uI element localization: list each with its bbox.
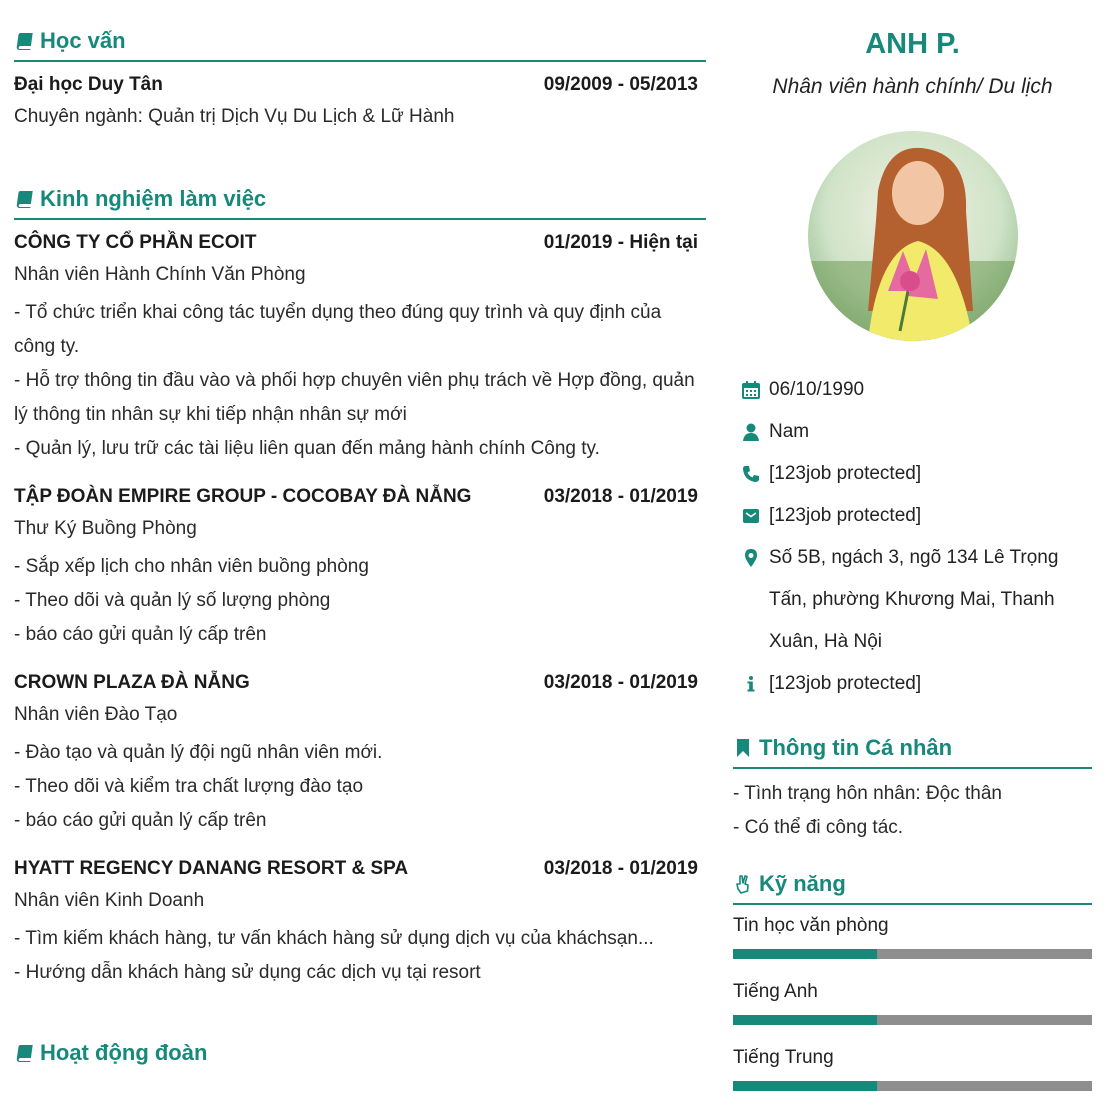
duty-line: - Theo dõi và quản lý số lượng phòng xyxy=(14,590,331,611)
contact-text: [123job protected] xyxy=(769,463,922,484)
skill-bar-fill xyxy=(733,1015,877,1025)
experience-position: Thư Ký Buồng Phòng xyxy=(14,518,197,539)
phone-icon xyxy=(733,453,769,484)
book-icon xyxy=(14,1043,34,1063)
contact-text: [123job protected] xyxy=(769,505,922,526)
skill-item xyxy=(733,981,1092,1025)
education-item xyxy=(14,74,706,134)
skill-bar-fill xyxy=(733,1081,877,1091)
duty-line: - Hỗ trợ thông tin đầu vào và phối hợp chuyên viên phụ trách về Hợp đồng, quản lý thông tin nhân sự khi tiếp nhận nhân sự mới xyxy=(14,370,695,425)
skill-bar xyxy=(733,1015,1092,1025)
info-icon xyxy=(733,663,769,694)
experience-item xyxy=(14,858,706,990)
skill-bar xyxy=(733,1081,1092,1091)
experience-item xyxy=(14,672,706,838)
experience-item xyxy=(14,486,706,652)
avatar-photo xyxy=(808,131,1018,341)
personal-item: - Tình trạng hôn nhân: Độc thân xyxy=(733,783,1002,804)
personal-heading-label: Thông tin Cá nhân xyxy=(759,735,953,760)
company-name: CROWN PLAZA ĐÀ NẴNG xyxy=(14,672,250,693)
skills-heading-label: Kỹ năng xyxy=(759,871,846,896)
education-heading xyxy=(14,28,706,62)
experience-position: Nhân viên Kinh Doanh xyxy=(14,890,205,911)
skill-bar-fill xyxy=(733,949,877,959)
experience-date: 03/2018 - 01/2019 xyxy=(543,486,698,507)
school-name: Đại học Duy Tân xyxy=(14,74,163,95)
company-name: TẬP ĐOÀN EMPIRE GROUP - COCOBAY ĐÀ NẴNG xyxy=(14,486,472,507)
contact-text: Nam xyxy=(769,421,810,442)
duty-line: - báo cáo gửi quản lý cấp trên xyxy=(14,624,267,645)
peace-hand-icon xyxy=(733,874,753,894)
right-column xyxy=(733,0,1092,1091)
personal-item: - Có thể đi công tác. xyxy=(733,817,904,838)
envelope-icon xyxy=(733,495,769,526)
duty-line: - Tổ chức triển khai công tác tuyển dụng theo đúng quy trình và quy định của công ty. xyxy=(14,302,662,357)
company-name: CÔNG TY CỔ PHẦN ECOIT xyxy=(14,232,257,253)
duty-line: - Quản lý, lưu trữ các tài liệu liên quan đến mảng hành chính Công ty. xyxy=(14,438,600,459)
skill-label: Tin học văn phòng xyxy=(733,915,889,936)
company-name: HYATT REGENCY DANANG RESORT & SPA xyxy=(14,858,409,879)
experience-heading-label: Kinh nghiệm làm việc xyxy=(40,186,267,211)
book-icon xyxy=(14,31,34,51)
experience-row xyxy=(14,486,706,508)
book-icon xyxy=(14,189,34,209)
contact-text: 06/10/1990 xyxy=(769,379,865,400)
candidate-job-title: Nhân viên hành chính/ Du lịch xyxy=(772,75,1053,98)
duty-line: - Theo dõi và kiểm tra chất lượng đào tạo xyxy=(14,776,364,797)
skill-bar xyxy=(733,949,1092,959)
education-heading-label: Học vấn xyxy=(40,28,126,53)
experience-date: 03/2018 - 01/2019 xyxy=(543,672,698,693)
skill-item xyxy=(733,915,1092,959)
calendar-icon xyxy=(733,369,769,400)
skill-label: Tiếng Anh xyxy=(733,981,818,1002)
duty-line: - Sắp xếp lịch cho nhân viên buồng phòng xyxy=(14,556,369,577)
skills-heading xyxy=(733,871,1092,905)
map-marker-icon xyxy=(733,537,769,568)
contact-phone xyxy=(733,453,1092,495)
experience-row xyxy=(14,232,706,254)
experience-position: Nhân viên Hành Chính Văn Phòng xyxy=(14,264,306,285)
experience-row xyxy=(14,858,706,880)
left-column xyxy=(14,0,706,1072)
contact-birthdate xyxy=(733,369,1092,411)
contact-info xyxy=(733,663,1092,705)
experience-item xyxy=(14,232,706,466)
experience-row xyxy=(14,672,706,694)
skill-item xyxy=(733,1047,1092,1091)
activities-heading-label: Hoạt động đoàn xyxy=(40,1040,208,1065)
skill-label: Tiếng Trung xyxy=(733,1047,834,1068)
duty-line: - Hướng dẫn khách hàng sử dụng các dịch vụ tại resort xyxy=(14,962,481,983)
contact-gender xyxy=(733,411,1092,453)
contact-text: Số 5B, ngách 3, ngõ 134 Lê Trọng Tấn, phường Khương Mai, Thanh Xuân, Hà Nội xyxy=(769,547,1059,652)
experience-position: Nhân viên Đào Tạo xyxy=(14,704,178,725)
contact-text: [123job protected] xyxy=(769,673,922,694)
bookmark-icon xyxy=(733,738,753,758)
candidate-name: ANH P. xyxy=(865,28,960,60)
education-major: Chuyên ngành: Quản trị Dịch Vụ Du Lịch & Lữ Hành xyxy=(14,106,455,127)
experience-heading xyxy=(14,186,706,220)
contact-list xyxy=(733,369,1092,705)
user-icon xyxy=(733,411,769,442)
experience-date: 03/2018 - 01/2019 xyxy=(543,858,698,879)
duty-line: - Đào tạo và quản lý đội ngũ nhân viên mới. xyxy=(14,742,383,763)
education-row xyxy=(14,74,706,96)
duty-line: - báo cáo gửi quản lý cấp trên xyxy=(14,810,267,831)
activities-heading xyxy=(14,1040,706,1072)
contact-email xyxy=(733,495,1092,537)
contact-address xyxy=(733,537,1092,663)
education-date: 09/2009 - 05/2013 xyxy=(543,74,698,95)
avatar xyxy=(808,131,1018,341)
duty-line: - Tìm kiếm khách hàng, tư vấn khách hàng sử dụng dịch vụ của kháchsạn... xyxy=(14,928,654,949)
experience-date: 01/2019 - Hiện tại xyxy=(543,232,698,253)
personal-heading xyxy=(733,735,1092,769)
